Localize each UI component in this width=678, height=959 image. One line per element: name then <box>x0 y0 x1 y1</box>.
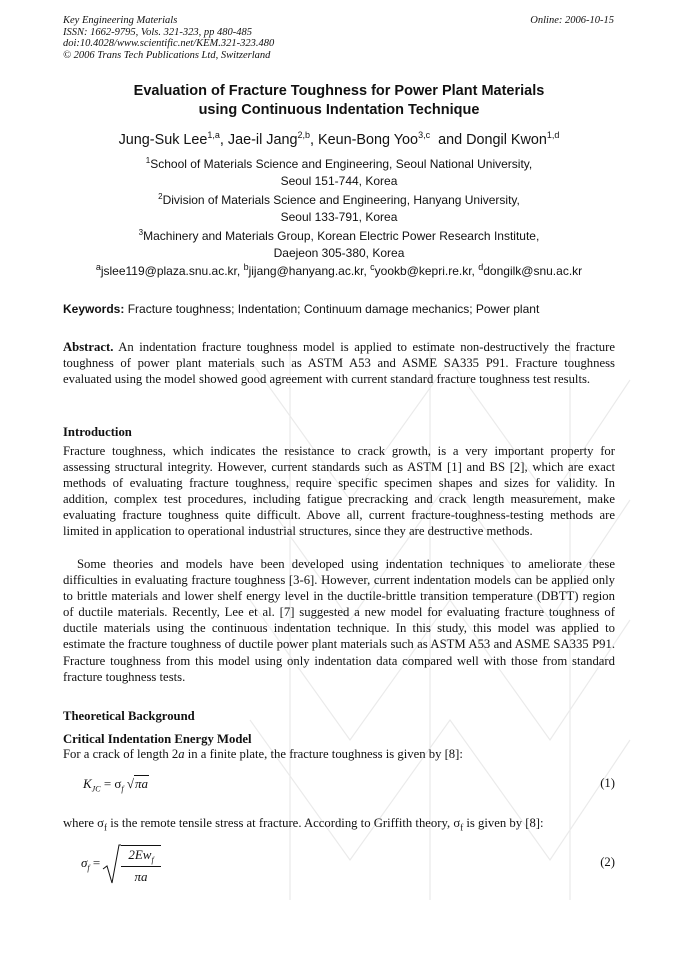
equation-number: (1) <box>600 776 615 790</box>
crack-variable: a <box>178 747 185 761</box>
affiliation-line: Seoul 133-791, Korea <box>280 209 398 224</box>
email-address[interactable]: jijang@hanyang.ac.kr, <box>248 264 371 278</box>
journal-header <box>63 15 274 61</box>
author-separator: , <box>310 132 319 148</box>
keywords <box>63 301 623 317</box>
copyright-line: © 2006 Trans Tech Publications Ltd, Switzerland <box>63 49 271 61</box>
eq2-numer-sub: f <box>151 855 154 865</box>
intro-paragraph-2: Some theories and models have been developed using indentation techniques to ameliorate these difficulties in evaluating fracture toughness [3-6]. However, current indentation models can be applied only to brittle materials and lower shelf energy level in the ductile-brittle transition temperature (DBTT) region of ductile materials. Recently, Lee et al. [7] suggested a new model for evaluating fracture toughness of ductile materials using the continuous indentation technique. In this study, this model was applied to estimate the fracture toughness of ductile power plant materials such as ASTM A53 and ASME SA335 P91. Fracture toughness from this model using only indentation data compared well with those from standard fracture toughness tests. <box>63 557 615 684</box>
abstract-label: Abstract. <box>63 340 114 354</box>
affiliation-line: Daejeon 305-380, Korea <box>273 245 405 260</box>
author-sup: 1,d <box>546 130 560 141</box>
email-address[interactable]: dongilk@snu.ac.kr <box>483 264 583 278</box>
eq1-sigma: = σ <box>100 776 122 791</box>
journal-name: Key Engineering Materials <box>63 15 178 26</box>
eq2-intro-text: is the remote tensile stress at fracture. According to Griffith theory, σ <box>107 816 461 830</box>
title-line-2: using Continuous Indentation Technique <box>198 102 480 118</box>
eq2-numer-text: 2Ew <box>128 847 152 862</box>
keywords-label: Keywords: <box>63 302 125 316</box>
doi-line: doi:10.4028/www.scientific.net/KEM.321-323.480 <box>63 38 275 49</box>
author-name: Dongil Kwon <box>466 132 547 148</box>
affiliation-3 <box>63 228 615 261</box>
eq1-intro <box>63 746 615 762</box>
author-emails <box>40 263 638 279</box>
eq1-body <box>83 776 149 794</box>
eq1-lhs-sub: JC <box>91 784 101 794</box>
email-sup: a <box>95 262 101 272</box>
affiliation-1 <box>63 156 615 189</box>
eq2-intro <box>63 815 615 836</box>
email-address[interactable]: yookb@kepri.re.kr, <box>374 264 479 278</box>
eq2-intro-sub: f <box>104 822 108 833</box>
author-sup: 3,c <box>418 130 431 141</box>
eq2-sigma-sub: f <box>87 863 90 873</box>
equation-2 <box>63 843 615 887</box>
author-name: Jung-Suk Lee <box>118 132 208 148</box>
email-sup: d <box>478 262 484 272</box>
affiliation-sup: 2 <box>158 192 163 201</box>
eq2-intro-text: is given by [8]: <box>463 816 544 830</box>
equals-sign: = <box>89 855 101 870</box>
abstract-text: An indentation fracture toughness model is applied to estimate non-destructively the fracture toughness of power plant materials such as ASTM A53 and ASME SA335 P91. Fracture toughness evaluated using the model showed good agreement with current standard fracture toughness test results. <box>63 340 615 387</box>
eq1-sigma-sub: f <box>121 784 124 794</box>
issn-line: ISSN: 1662-9795, Vols. 321-323, pp 480-485 <box>63 26 252 38</box>
author-name: Jae-il Jang <box>227 132 298 148</box>
sqrt-symbol: √ <box>126 776 135 791</box>
title-line-1: Evaluation of Fracture Toughness for Power Plant Materials <box>133 83 545 99</box>
author-separator: , <box>219 132 228 148</box>
affiliation-line: Division of Materials Science and Engineering, Hanyang University, <box>162 193 520 207</box>
sqrt-icon <box>101 843 121 887</box>
email-sup: c <box>370 262 375 272</box>
eq1-radicand: πa <box>135 776 149 791</box>
eq1-lhs: K <box>83 776 92 791</box>
section-heading-introduction: Introduction <box>63 425 132 439</box>
eq1-intro-text: in a finite plate, the fracture toughness is given by [8]: <box>184 747 463 761</box>
author-sup: 2,b <box>297 130 311 141</box>
email-address[interactable]: jslee119@plaza.snu.ac.kr, <box>100 264 244 278</box>
eq1-intro-text: For a crack of length 2 <box>63 747 179 761</box>
online-date: Online: 2006-10-15 <box>530 15 614 26</box>
eq2-fraction <box>121 845 161 885</box>
intro-paragraph-1: Fracture toughness, which indicates the resistance to crack growth, is a very important property for assessing structural integrity. However, current standards such as ASTM [1] and BS [2], which are exact methods of evaluating fracture toughness, require specific specimen shapes and sizes for validity. In addition, complex test procedures, including fatigue precracking and crack length measurement, make evaluating fracture toughness quite difficult. Above all, current fracture-toughness-testing methods are limited in application to operational industrial structures, since they are destructive methods. <box>63 444 615 539</box>
subsection-heading: Critical Indentation Energy Model <box>63 732 252 746</box>
abstract <box>63 339 615 387</box>
affiliation-sup: 3 <box>138 228 144 237</box>
affiliation-line: Seoul 151-744, Korea <box>280 173 398 188</box>
eq2-numerator <box>121 846 161 867</box>
eq2-intro-sub: f <box>460 822 464 833</box>
affiliation-sup: 1 <box>145 156 151 165</box>
affiliation-2 <box>63 192 615 225</box>
author-separator: and <box>430 132 467 148</box>
eq2-intro-text: where σ <box>63 816 105 830</box>
equation-number: (2) <box>600 855 615 869</box>
affiliation-line: School of Materials Science and Engineering, Seoul National University, <box>150 157 533 171</box>
equation-1 <box>63 776 615 798</box>
author-sup: 1,a <box>207 130 220 141</box>
eq2-denominator: πa <box>134 868 148 884</box>
author-name: Keun-Bong Yoo <box>318 132 419 148</box>
eq2-lhs <box>81 855 100 873</box>
keywords-text: Fracture toughness; Indentation; Continuum damage mechanics; Power plant <box>127 302 540 316</box>
email-sup: b <box>243 262 249 272</box>
affiliation-line: Machinery and Materials Group, Korean Electric Power Research Institute, <box>143 229 540 243</box>
eq2-sigma: σ <box>81 855 88 870</box>
paper-title <box>63 82 615 120</box>
section-heading-theory: Theoretical Background <box>63 709 195 723</box>
author-list <box>40 131 638 149</box>
